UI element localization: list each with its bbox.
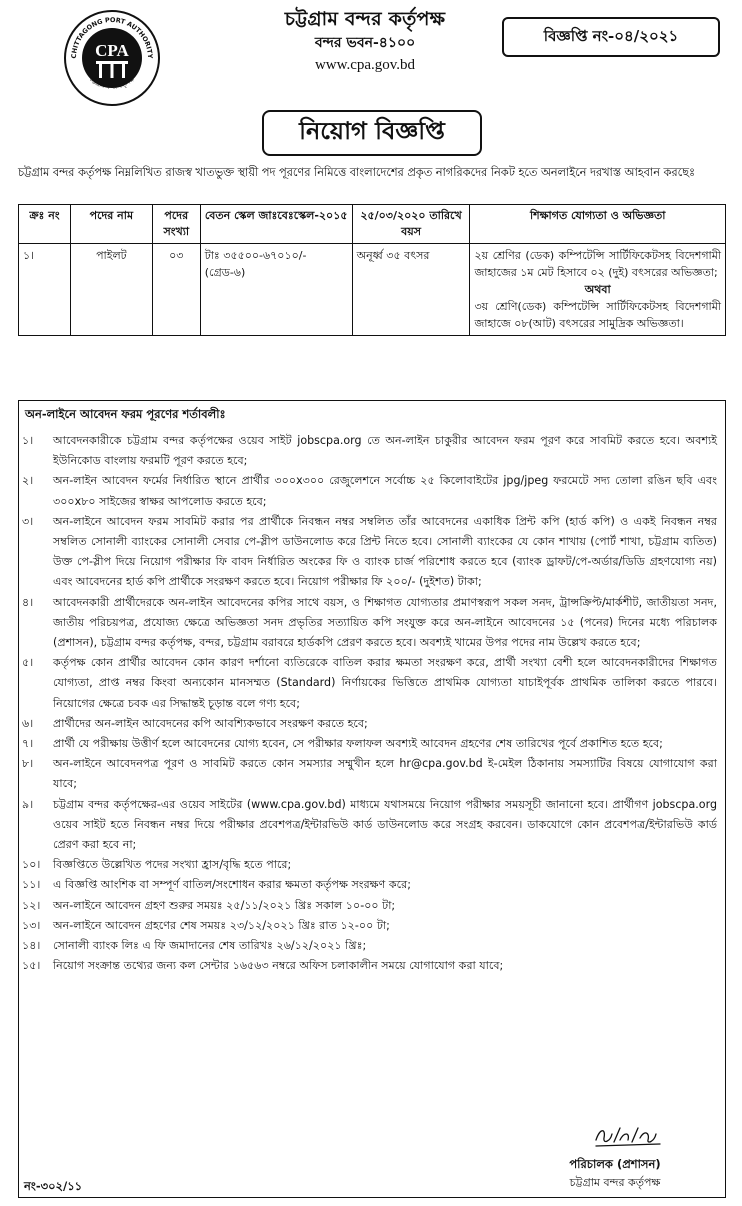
- list-item: [19, 512, 725, 593]
- logo-ring-text-bottom: চট্টগ্রাম বন্দর কর্তৃপক্ষ: [88, 76, 136, 91]
- list-item-number: ৬।: [22, 716, 34, 730]
- header-qualification: শিক্ষাগত যোগ্যতা ও অভিজ্ঞতা: [470, 205, 726, 244]
- list-item-number: ১৪।: [22, 939, 41, 953]
- conditions-list: [19, 431, 725, 976]
- list-item-text: চট্টগ্রাম বন্দর কর্তৃপক্ষের-এর ওয়েব সাইটের (www.cpa.gov.bd) মাধ্যমে যথাসময়ে নিয়োগ পরীক্ষার সময়সূচী জানানো হবে। প্রার্থীগণ jobscpa.org ওয়েব সাইট হতে নিবন্ধন নম্বর দিয়ে পরীক্ষার প্রবেশপত্র/ইন্টারভিউ কার্ড ডাউনলোড করে সংগ্রহ করবেন। ডাকযোগে কোন প্রবেশপত্র/ইন্টারভিউ কার্ড প্রেরণ করা হবে না;: [53, 797, 717, 852]
- list-item-number: ১১।: [22, 878, 41, 892]
- list-item: [19, 855, 725, 875]
- org-address: বন্দর ভবন-৪১০০: [314, 35, 416, 51]
- list-item: [19, 593, 725, 654]
- signatory-organization: চট্টগ্রাম বন্দর কর্তৃপক্ষ: [569, 1176, 661, 1189]
- list-item-text: আবেদনকারীকে চট্টগ্রাম বন্দর কর্তৃপক্ষের ওয়েব সাইট jobscpa.org তে অন-লাইন চাকুরীর আবেদন ফরম পূরণ করে সাবমিট করতে হবে। অবশ্যই ইউনিকোড বাংলায় ফরমটি পূরণ করতে হবে;: [53, 434, 717, 468]
- notice-number: বিজ্ঞপ্তি নং-০৪/২০২১: [543, 26, 679, 45]
- logo-ring-text-top: CHITTAGONG PORT AUTHORITY: [69, 15, 155, 59]
- list-item-text: কর্তৃপক্ষ কোন প্রার্থীর আবেদন কোন কারণ দর্শানো ব্যতিরেকে বাতিল করার ক্ষমতা সংরক্ষণ করে, প্রার্থী সংখ্যা বেশী হলে আবেদনকারীদের শিক্ষাগত যোগ্যতা, প্রাপ্ত নম্বর কিংবা অন্যকোন মানসম্মত (Standard) নির্ণায়কের ভিত্তিতে প্রাথমিক যোগ্যতা যাচাইপূর্বক প্রাথমিক তালিকা করতে পারবে। নিয়োগের ক্ষেত্রে চবক এর সিদ্ধান্তই চূড়ান্ত বলে গণ্য হবে;: [53, 656, 717, 710]
- cell-age: অনূর্ধ্ব ৩৫ বৎসর: [352, 244, 470, 336]
- list-item: [19, 896, 725, 916]
- handwritten-signature: [590, 1120, 670, 1150]
- signatory-designation: পরিচালক (প্রশাসন): [569, 1157, 661, 1171]
- cell-post-name: পাইলট: [70, 244, 152, 336]
- header-serial: ক্রঃ নং: [19, 205, 71, 244]
- notice-number-box: [502, 17, 720, 57]
- header-age: ২৫/০৩/২০২০ তারিখে বয়স: [352, 205, 470, 244]
- list-item-text: অন-লাইন আবেদন ফর্মের নির্ধারিত স্থানে প্রার্থীর ৩০০x৩০০ রেজুলেশনে সর্বোচ্চ ২৫ কিলোবাইটের jpg/jpeg ফরমেটে সদ্য তোলা রঙিন ছবি এবং ৩০০x৮০ সাইজের স্বাক্ষর আপলোড করতে হবে;: [53, 474, 717, 508]
- list-item-number: ১২।: [22, 898, 41, 912]
- list-item: [19, 471, 725, 511]
- list-item: [19, 653, 725, 714]
- posts-table: [18, 204, 726, 336]
- cell-post-count: ০৩: [152, 244, 200, 336]
- list-item-number: ২।: [22, 474, 34, 488]
- table-row: [19, 244, 726, 336]
- header-post-count: পদের সংখ্যা: [152, 205, 200, 244]
- qualification-or: অথবা: [584, 283, 611, 296]
- qualification-option-1: ২য় শ্রেণির (ডেক) কম্পিটেন্সি সার্টিফিকেটসহ বিদেশগামী জাহাজের ১ম মেট হিসাবে ০২ (দুই) বৎসরের অভিজ্ঞতা;: [474, 249, 721, 279]
- org-name: চট্টগ্রাম বন্দর কর্তৃপক্ষ: [284, 8, 446, 30]
- list-item-text: অন-লাইনে আবেদন গ্রহণ শুরুর সময়ঃ ২৫/১১/২০২১ খ্রিঃ সকাল ১০-০০ টা;: [53, 898, 396, 912]
- reference-number: নং-৩০২/১১: [24, 1179, 83, 1193]
- intro-paragraph: চট্টগ্রাম বন্দর কর্তৃপক্ষ নিম্নলিখিত রাজস্ব খাতভুক্ত স্থায়ী পদ পূরণের নিমিত্তে বাংলাদেশের প্রকৃত নাগরিকদের নিকট হতে অনলাইনে দরখাস্ত আহবান করছেঃ: [18, 166, 696, 179]
- conditions-heading: অন-লাইনে আবেদন ফরম পূরণের শর্তাবলীঃ: [25, 407, 226, 421]
- list-item-text: প্রার্থী যে পরীক্ষায় উত্তীর্ণ হলে আবেদনের যোগ্য হবেন, সে পরীক্ষার ফলাফল অবশ্যই আবেদন গ্রহণের শেষ তারিখের পূর্বে প্রকাশিত হতে হবে;: [53, 737, 663, 751]
- header-post-name: পদের নাম: [70, 205, 152, 244]
- cpa-logo: [62, 8, 162, 108]
- list-item-number: ১।: [22, 434, 34, 447]
- list-item-text: অন-লাইনে আবেদন ফরম সাবমিট করার পর প্রার্থীকে নিবন্ধন নম্বর সম্বলিত তাঁর আবেদনের একাধিক প্রিন্ট কপি (হার্ড কপি) ও একই নিবন্ধন নম্বর সম্বলিত সোনালী ব্যাংকের সোনালী সেবার পে-স্লীপ ডাউনলোড করে প্রিন্ট নিতে হবে। সোনালী ব্যাংকের যে কোন শাখায় (পোর্ট শাখা, চট্টগ্রাম ব্যতিত) উক্ত পে-স্লীপ দিয়ে নিয়োগ পরীক্ষার ফি বাবদ নির্ধারিত অংকের ফি ও ব্যাংক চার্জ পরিশোধ করতে হবে (ব্যাংক ড্রাফট/পে-অর্ডার/ডিডি গ্রহণযোগ্য নয়) এবং আবেদনের হার্ড কপি প্রার্থীকে সংরক্ষণ করতে হবে। নিয়োগ পরীক্ষার ফি ২০০/- (দুইশত) টাকা;: [53, 514, 717, 589]
- signature-block: [520, 1154, 710, 1192]
- list-item-number: ১৫।: [22, 959, 41, 973]
- org-website: www.cpa.gov.bd: [314, 57, 416, 73]
- cell-serial: ১।: [19, 244, 71, 336]
- list-item-number: ৩।: [22, 514, 34, 528]
- list-item-text: নিয়োগ সংক্রান্ত তথ্যের জন্য কল সেন্টার ১৬৫৬৩ নম্বরে অফিস চলাকালীন সময়ে যোগাযোগ করা যাবে;: [53, 959, 504, 973]
- list-item-text: অন-লাইনে আবেদন গ্রহণের শেষ সময়ঃ ২৩/১২/২০২১ খ্রিঃ রাত ১২-০০ টা;: [53, 918, 390, 932]
- list-item: [19, 916, 725, 936]
- list-item: [19, 795, 725, 856]
- list-item-number: ৮।: [22, 757, 34, 771]
- list-item-number: ১৩।: [22, 918, 41, 932]
- list-item: [19, 875, 725, 895]
- header-pay-scale: বেতন স্কেল জাঃবেঃস্কেল-২০১৫: [200, 205, 352, 244]
- list-item-text: বিজ্ঞপ্তিতে উল্লেখিত পদের সংখ্যা হ্রাস/বৃদ্ধি হতে পারে;: [53, 858, 292, 872]
- list-item: [19, 754, 725, 794]
- list-item-text: এ বিজ্ঞপ্তি আংশিক বা সম্পূর্ণ বাতিল/সংশোধন করার ক্ষমতা কর্তৃপক্ষ সংরক্ষণ করে;: [53, 878, 411, 892]
- list-item-number: ৭।: [22, 737, 34, 751]
- list-item-number: ৪।: [22, 595, 34, 609]
- list-item: [19, 734, 725, 754]
- qualification-option-2: ৩য় শ্রেণি(ডেক) কম্পিটেন্সি সার্টিফিকেটসহ বিদেশগামী জাহাজে ০৮(আট) বৎসরের সামুদ্রিক অভিজ্ঞতা।: [474, 300, 721, 330]
- logo-center-text: CPA: [95, 41, 129, 60]
- list-item-text: অন-লাইনে আবেদনপত্র পূরণ ও সাবমিট করতে কোন সমস্যার সম্মুখীন হলে hr@cpa.gov.bd ই-মেইল ঠিকানায় সমস্যাটির বিষয়ে যোগাযোগ করা যাবে;: [53, 757, 717, 791]
- list-item-number: ৫।: [22, 656, 34, 670]
- list-item-text: প্রার্থীদের অন-লাইন আবেদনের কপি আবশ্যিকভাবে সংরক্ষণ করতে হবে;: [53, 716, 368, 730]
- list-item: [19, 431, 725, 471]
- page-title: নিয়োগ বিজ্ঞপ্তি: [299, 116, 445, 145]
- cell-qualification: [470, 244, 726, 336]
- list-item-number: ১০।: [22, 858, 41, 872]
- header: [190, 6, 540, 76]
- conditions-section: [18, 400, 726, 1198]
- list-item: [19, 714, 725, 734]
- list-item: [19, 936, 725, 956]
- list-item-text: সোনালী ব্যাংক লিঃ এ ফি জমাদানের শেষ তারিখঃ ২৬/১২/২০২১ খ্রিঃ;: [53, 939, 367, 953]
- title-box: [262, 110, 482, 156]
- list-item-number: ৯।: [22, 797, 34, 811]
- list-item: [19, 956, 725, 976]
- table-header-row: [19, 205, 726, 244]
- cell-pay-scale: টাঃ ৩৫৫০০-৬৭০১০/- (গ্রেড-৬): [200, 244, 352, 336]
- list-item-text: আবেদনকারী প্রার্থীদেরকে অন-লাইন আবেদনের কপির সাথে বয়স, ও শিক্ষাগত যোগ্যতার প্রমাণস্বরূপ সকল সনদ, ট্রান্সক্রিপ্ট/মার্কশীট, জাতীয়তা সনদ, জাতীয় পরিচয়পত্র, প্রযোজ্য ক্ষেত্রে অভিজ্ঞতা সনদ প্রভৃতির সত্যায়িত কপি সংযুক্ত করে অন-লাইনে আবেদনের ১৫ (পনের) দিনের মধ্যে পরিচালক (প্রশাসন), চট্টগ্রাম বন্দর কর্তৃপক্ষ, বন্দর, চট্টগ্রাম বরাবরে হার্ডকপি প্রেরণ করতে হবে। অবশ্যই খামের উপর পদের নাম উল্লেখ করতে হবে;: [53, 595, 717, 650]
